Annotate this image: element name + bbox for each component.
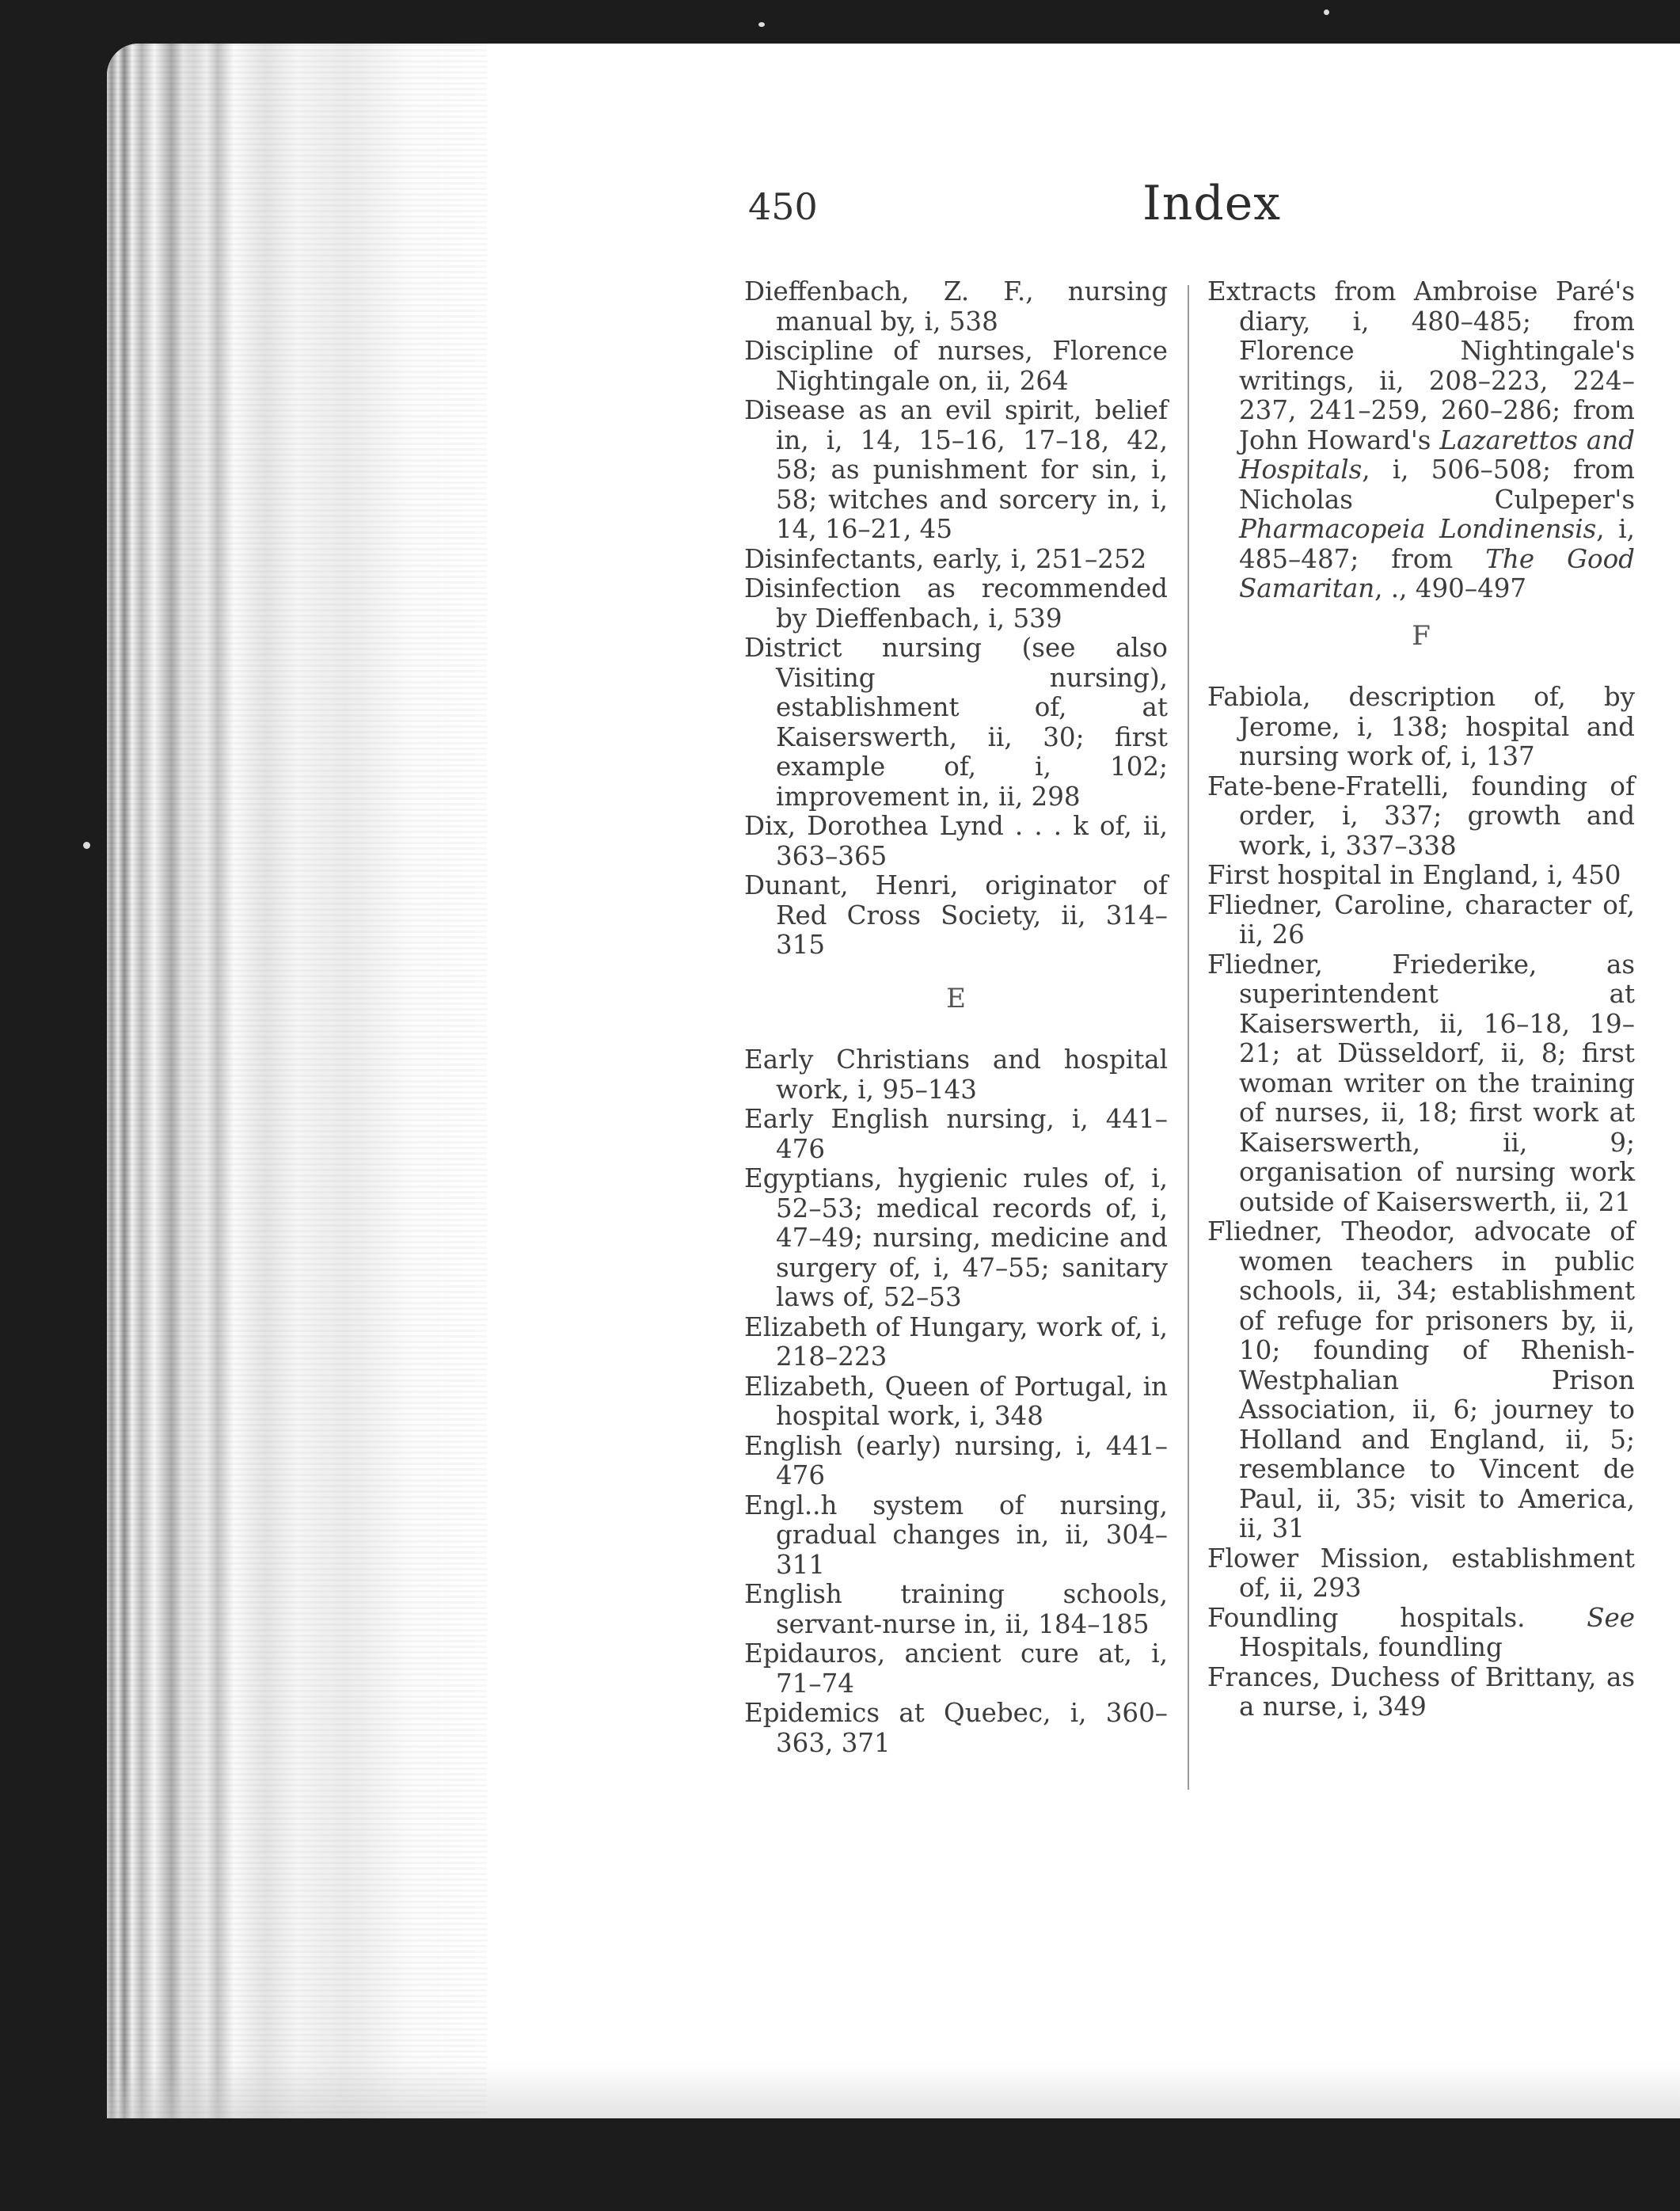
title-italic: The Good Samaritan	[1239, 543, 1635, 603]
title-italic: Pharmacopeia Londinensis	[1239, 514, 1597, 544]
section-letter-f: F	[1412, 619, 1431, 652]
index-entry: Disease as an evil spirit, belief in, i, 14, 15–16, 17–18, 42, 58; as punishment for sin, i, 58; witches and sorcery in, i, 14, 16–21, 45	[744, 395, 1168, 544]
index-entry: Elizabeth, Queen of Portugal, in hospital work, i, 348	[744, 1371, 1168, 1431]
entry-text: Foundling hospitals.	[1207, 1602, 1587, 1633]
index-entry-foundling	[1207, 1604, 1635, 1663]
index-entry: English training schools, servant-nurse in, ii, 184–185	[744, 1579, 1168, 1639]
index-entry: Fate-bene-Fratelli, founding of order, i, 337; growth and work, i, 337–338	[1207, 771, 1635, 861]
scan-speck	[1324, 10, 1329, 15]
index-entry: Dunant, Henri, originator of Red Cross Society, ii, 314–315	[744, 870, 1168, 960]
index-entry: Dieffenbach, Z. F., nursing manual by, i, 538	[744, 276, 1168, 337]
index-entry: Fliedner, Caroline, character of, ii, 26	[1207, 889, 1635, 949]
index-entry: Egyptians, hygienic rules of, i, 52–53; medical records of, i, 47–49; nursing, medicine and surgery of, i, 47–55; sanitary laws of, 52–53	[744, 1163, 1168, 1312]
index-entry: Early English nursing, i, 441–476	[744, 1104, 1168, 1164]
index-entry: Discipline of nurses, Florence Nightingale on, ii, 264	[744, 336, 1168, 396]
index-entry: First hospital in England, i, 450	[1207, 860, 1621, 890]
index-entry-extracts	[1207, 277, 1635, 604]
index-entry: Epidauros, ancient cure at, i, 71–74	[744, 1638, 1168, 1699]
scan-speck	[83, 842, 90, 849]
index-entry: Disinfection as recommended by Dieffenbach, i, 539	[744, 573, 1168, 634]
extracts-text: , i, 506–508; from Nicholas Culpeper's	[1239, 455, 1635, 515]
index-entry: Epidemics at Quebec, i, 360–363, 371	[744, 1698, 1168, 1758]
index-entry: Fliedner, Friederike, as superintendent at Kaiserswerth, ii, 16–18, 19–21; at Düsseldorf, ii, 8; first woman writer on the training of nurses, ii, 18; first work at Kaiserswerth, ii, 9; organisation of nursing work outside of Kaiserswerth, ii, 21	[1207, 949, 1635, 1217]
extracts-text: , i, 485–487; from	[1239, 514, 1635, 574]
entry-text: Hospitals, foundling	[1239, 1632, 1503, 1662]
page-header	[748, 176, 1643, 245]
index-entry: Disinfectants, early, i, 251–252	[744, 543, 1147, 574]
section-letter-e: E	[946, 982, 966, 1014]
index-entry: Fabiola, description of, by Jerome, i, 138; hospital and nursing work of, i, 137	[1207, 682, 1635, 771]
index-entry: Elizabeth of Hungary, work of, i, 218–223	[744, 1311, 1168, 1372]
index-entry: Fliedner, Theodor, advocate of women teachers in public schools, ii, 34; establishment of refuge for prisoners by, ii, 10; founding of Rhenish-Westphalian Prison Association, ii, 6; journey to Holland and England, ii, 5; resemblance to Vincent de Paul, ii, 35; visit to America, ii, 31	[1207, 1216, 1635, 1543]
index-entry: Engl..h system of nursing, gradual changes in, ii, 304–311	[744, 1490, 1168, 1580]
title-italic: Lazarettos and Hospitals	[1239, 424, 1635, 485]
index-column-left	[744, 277, 1168, 1758]
page-bottom-shadow	[107, 2063, 1680, 2118]
running-head: Index	[1142, 176, 1282, 231]
index-entry: Flower Mission, establishment of, ii, 293	[1207, 1543, 1635, 1603]
see-reference: See	[1587, 1602, 1635, 1633]
scan-speck	[758, 22, 765, 27]
page-edge-stack	[107, 44, 487, 2118]
column-divider	[1188, 285, 1189, 1790]
index-entry: English (early) nursing, i, 441–476	[744, 1430, 1168, 1490]
page-number: 450	[748, 185, 818, 228]
index-entry: Early Christians and hospital work, i, 95–143	[744, 1045, 1168, 1105]
index-entry: District nursing (see also Visiting nursing), establishment of, at Kaiserswerth, ii, 30; first example of, i, 102; improvement in, ii, 298	[744, 633, 1168, 812]
index-column-right	[1207, 277, 1635, 1722]
extracts-text: , ., 490–497	[1374, 573, 1527, 603]
index-entry: Dix, Dorothea Lynd . . . k of, ii, 363–365	[744, 811, 1168, 871]
extracts-text: Extracts from Ambroise Paré's diary, i, 480–485; from Florence Nightingale's writings, ii, 208–223, 224–237, 241–259, 260–286; from John Howard's	[1207, 276, 1635, 455]
index-entry: Frances, Duchess of Brittany, as a nurse, i, 349	[1207, 1661, 1635, 1722]
